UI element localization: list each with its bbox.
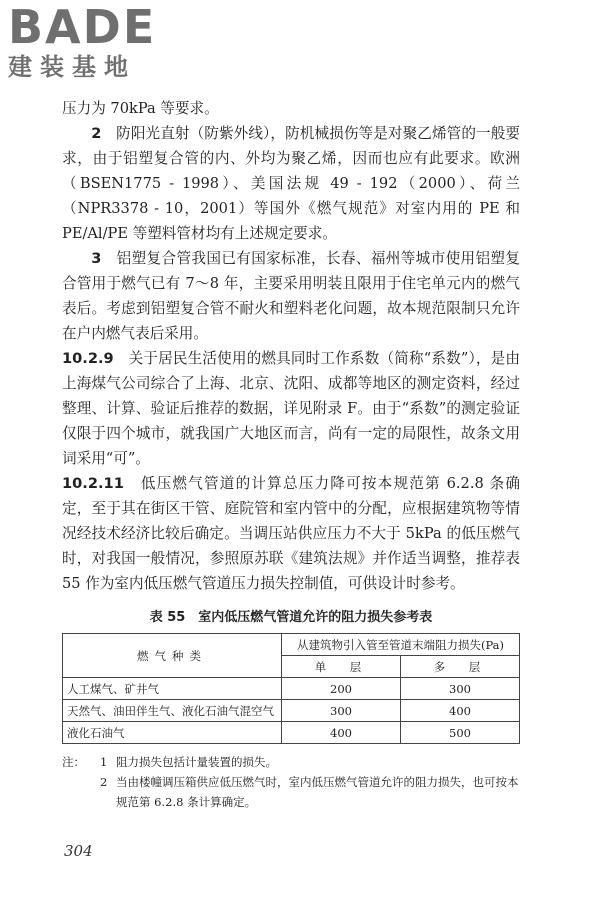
cell-gas: 液化石油气	[63, 722, 282, 744]
table-row	[63, 722, 520, 744]
header-pressure-loss: 从建筑物引入管至管道末端阻力损失(Pa)	[282, 634, 520, 656]
cell-single: 400	[282, 722, 401, 744]
paragraph-item-3	[62, 246, 520, 346]
bade-logo	[8, 0, 178, 82]
note-text: 阻力损失包括计量装置的损失。	[116, 755, 277, 769]
header-single-storey: 单 层	[282, 656, 401, 678]
clause-number: 10.2.11	[62, 475, 124, 492]
cell-gas: 天然气、油田伴生气、液化石油气混空气	[63, 700, 282, 722]
note-item	[62, 772, 520, 812]
clause-text: 关于居民生活使用的燃具同时工作系数（简称“系数”），是由上海煤气公司综合了上海、北京、沈阳、成都等地区的测定资料，经过整理、计算、验证后推荐的数据，详见附录 F。由于“系数”的测定验证仅限于四个城市，就我国广大地区而言，尚有一定的局限性，故条文用词采用“可”。	[62, 350, 520, 467]
note-item	[62, 752, 520, 772]
clause-text: 低压燃气管道的计算总压力降可按本规范第 6.2.8 条确定，至于其在街区干管、庭院管和室内管中的分配，应根据建筑物等情况经技术经济比较后确定。当调压站供应压力不大于 5kPa 的低压燃气时，对我国一般情况，参照原苏联《建筑法规》并作适当调整，推荐表 55 作为室内低压燃气管道压力损失控制值，可供设计时参考。	[62, 475, 520, 592]
header-multi-storey: 多 层	[401, 656, 520, 678]
header-gas-type: 燃气种类	[63, 634, 282, 678]
table-row	[63, 700, 520, 722]
notes-label: 注：	[62, 755, 85, 769]
paragraph-text: 压力为 70kPa 等要求。	[62, 100, 219, 117]
pressure-loss-table	[62, 633, 520, 744]
note-number: 2	[100, 775, 108, 789]
paragraph-item-2	[62, 121, 520, 246]
table-caption: 表 55 室内低压燃气管道允许的阻力损失参考表	[149, 610, 433, 625]
page-content	[62, 96, 520, 812]
clause-10-2-9	[62, 346, 520, 471]
paragraph-text: 防阳光直射（防紫外线），防机械损伤等是对聚乙烯管的一般要求，由于铝塑复合管的内、外均为聚乙烯，因而也应有此要求。欧洲（BSEN1775 - 1998）、美国法规 49 - 192（2000）、荷兰（NPR3378 - 10，2001）等国外《燃气规范》对室内用的 PE 和 PE/Al/PE 等塑料管材均有上述规定要求。	[62, 125, 520, 242]
cell-single: 200	[282, 678, 401, 700]
clause-number: 10.2.9	[62, 350, 114, 367]
table-notes	[62, 752, 520, 812]
note-number: 1	[100, 755, 108, 769]
cell-multi: 300	[401, 678, 520, 700]
cell-single: 300	[282, 700, 401, 722]
logo-subtitle: 建装基地	[8, 53, 136, 81]
table-row	[63, 678, 520, 700]
note-text: 当由楼幢调压箱供应低压燃气时，室内低压燃气管道允许的阻力损失，也可按本规范第 6.2.8 条计算确定。	[116, 775, 519, 809]
paragraph-continuation	[62, 96, 520, 121]
cell-gas: 人工煤气、矿井气	[63, 678, 282, 700]
table-header-row	[63, 634, 520, 656]
cell-multi: 400	[401, 700, 520, 722]
logo-wordmark: BADE	[8, 0, 157, 54]
item-number: 2	[91, 125, 102, 142]
page-number: 304	[64, 842, 93, 860]
cell-multi: 500	[401, 722, 520, 744]
paragraph-text: 铝塑复合管我国已有国家标准，长春、福州等城市使用铝塑复合管用于燃气已有 7～8 年，主要采用明装且限用于住宅单元内的燃气表后。考虑到铝塑复合管不耐火和塑料老化问题，故本规范限制只允许在户内燃气表后采用。	[62, 250, 520, 342]
clause-10-2-11	[62, 471, 520, 596]
item-number: 3	[91, 250, 102, 267]
